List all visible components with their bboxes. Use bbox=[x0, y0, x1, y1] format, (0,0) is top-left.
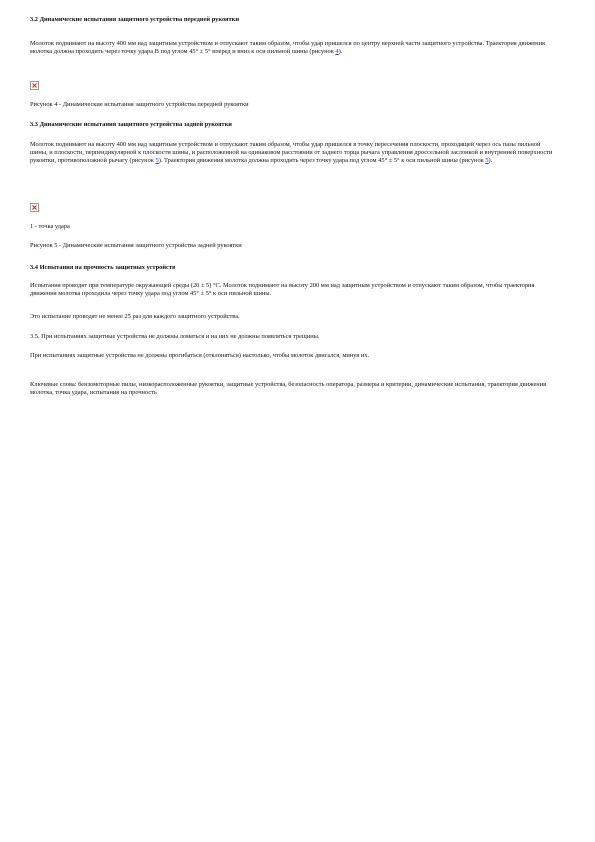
heading-3-3: 3.3 Динамические испытания защитного устройства задней рукоятки bbox=[30, 121, 232, 128]
paragraph-3-2-end: ). bbox=[338, 47, 343, 55]
paragraph-3-3-text: Молоток поднимают на высоту 400 мм над защитным устройством и отпускают таким образом, чтобы удар пришелся в точку пересечения плоскости, проходящей через ось пазы пильной шины, и плоскости, перпендикулярной к плоскости шины, и расположенной на одинаковом расстоянии от заднего торца рычага управления дроссельной заслонкой и внутренней поверхности рукоятки, противоположной рычагу (рисунок bbox=[30, 141, 553, 164]
heading-3-4: 3.4 Испытания на прочность защитных устройств bbox=[30, 264, 176, 271]
paragraph-3-2-text: Молоток поднимают на высоту 400 мм над защитным устройством и отпускают таким образом, чтобы удар пришелся по центру верхней части защитного устройства. Траектория движения молотка должна проходить через точку удара В под углом 45° ± 5° вперед и вниз к оси пильной шины (рисунок bbox=[30, 40, 545, 55]
figure-5-link-1[interactable]: 5 bbox=[155, 156, 159, 164]
paragraph-3-5: 3.5. При испытаниях защитные устройства не должны ломаться и на них не должны появляться трещины. bbox=[30, 333, 320, 340]
paragraph-3-3-middle: ). Траектория движения молотка должна проходить через точку удара под углом 45° ± 5° к оси пильной шины (рисунок bbox=[158, 156, 486, 164]
paragraph-3-5-deflection: При испытаниях защитные устройства не должны прогибаться (отклоняться) настолько, чтобы молоток двигался, минуя их. bbox=[30, 352, 370, 359]
keywords: Ключевые слова: бензомоторные пилы, низкорасположенные рукоятки, защитные устройства, безопасность оператора, размеры и критерии, динамические испытания, траектория движения молотка, точка удара, испытания на прочность bbox=[30, 381, 547, 396]
heading-3-2: 3.2 Динамические испытания защитного устройства передней рукоятки bbox=[30, 16, 240, 23]
figure-4-link[interactable]: 4 bbox=[335, 47, 339, 55]
figure-4-caption: Рисунок 4 - Динамические испытания защитного устройства передней рукоятки bbox=[30, 101, 249, 108]
figure-5-legend: 1 - точка удара bbox=[30, 223, 70, 230]
paragraph-3-4-repeat: Это испытание проводят не менее 25 раз для каждого защитного устройства. bbox=[30, 313, 240, 320]
figure-5-broken-image-icon bbox=[30, 203, 39, 212]
paragraph-3-3 bbox=[30, 141, 555, 165]
figure-4-broken-image-icon bbox=[30, 81, 39, 90]
figure-5-link-2[interactable]: 5 bbox=[485, 156, 489, 164]
paragraph-3-2 bbox=[30, 40, 555, 56]
paragraph-3-4: Испытания проводят при температуре окружающей среды (20 ± 5) °С. Молоток поднимают на высоту 200 мм над защитным устройством и отпускают таким образом, чтобы траектория движения молотка проходила через точку удара под углом 45° ± 5° к оси пильной шины. bbox=[30, 282, 535, 297]
figure-5-caption: Рисунок 5 - Динамические испытания защитного устройства задней рукоятки bbox=[30, 242, 242, 249]
paragraph-3-3-end: ). bbox=[488, 156, 493, 164]
